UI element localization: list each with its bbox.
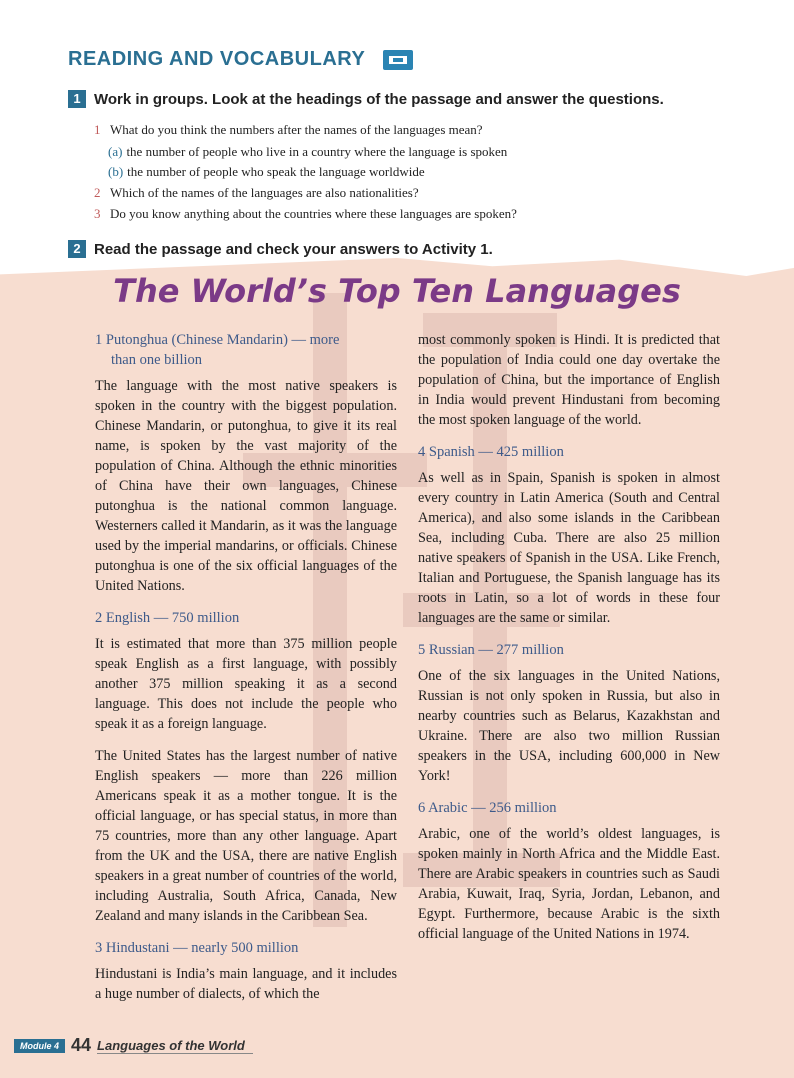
module-tag: Module 4	[14, 1039, 65, 1053]
page-number: 44	[71, 1035, 92, 1055]
section-heading-english: 2 English — 750 million	[95, 610, 240, 626]
paragraph: The language with the most native speakers is spoken in the country with the biggest population. Chinese Mandarin, or putonghua, to give it its real name, is spoken by the vast majority of the population of China. Although the ethnic minorities of China have their own languages, Chinese putonghua is the national common language. Westerners called it Mandarin, as it was the language used by the imperial mandarins, or officials. Chinese putonghua is one of the six official languages of the United Nations.	[95, 378, 397, 594]
paragraph: As well as in Spain, Spanish is spoken in almost every country in Latin America (South and Central America), and also some islands in the Caribbean Sea, including Cuba. There are also 25 million native speakers of Spanish in the USA. Like French, Italian and Portuguese, the Spanish language has its roots in Latin, so a lot of words in these four languages are the same or similar.	[418, 470, 720, 626]
activity-2	[68, 240, 493, 258]
activity-number: 1	[68, 90, 86, 108]
activity-1	[68, 90, 664, 108]
passage-title: The World’s Top Ten Languages	[113, 272, 681, 310]
paragraph: One of the six languages in the United Nations, Russian is not only spoken in Russia, but also in nearby countries such as Belarus, Kazakhstan and Ukraine. There are also two million Russian speakers in the USA, including 600,000 in New York!	[418, 668, 720, 784]
question-1: 1 What do you think the numbers after the names of the languages mean?	[94, 122, 483, 137]
paragraph: The United States has the largest number of native English speakers — more than 226 million Americans speak it as a mother tongue. It is the official language, or has special status, in more than 75 countries, more than any other language. Apart from the UK and the USA, there are native English speakers in a great number of countries of the world, including Australia, South Africa, Canada, New Zealand and many islands in the Caribbean Sea.	[95, 748, 397, 924]
question-3: 3 Do you know anything about the countries where these languages are spoken?	[94, 206, 517, 221]
passage-column-left	[95, 330, 397, 1016]
question-2: 2 Which of the names of the languages are also nationalities?	[94, 185, 419, 200]
paragraph: Hindustani is India’s main language, and it includes a huge number of dialects, of which the	[95, 966, 397, 1002]
section-heading-hindustani: 3 Hindustani — nearly 500 million	[95, 940, 299, 956]
passage-column-right	[418, 330, 720, 956]
footer-title: Languages of the World	[97, 1038, 253, 1054]
activity-number: 2	[68, 240, 86, 258]
paragraph: Arabic, one of the world’s oldest languages, is spoken mainly in North Africa and the Middle East. There are Arabic speakers in countries such as Saudi Arabia, Kuwait, Iraq, Syria, Jordan, Lebanon, and Egypt. Furthermore, because Arabic is the sixth official language of the United Nations in 1974.	[418, 826, 720, 942]
paragraph: most commonly spoken is Hindi. It is predicted that the population of India could one day overtake the population of China, but the importance of English in India would prevent Hindustani from becoming the most spoken language of the world.	[418, 332, 720, 428]
question-1b: (b) the number of people who speak the language worldwide	[108, 164, 425, 179]
section-title: READING AND VOCABULARY	[68, 48, 366, 70]
section-heading-russian: 5 Russian — 277 million	[418, 642, 564, 658]
section-heading-arabic: 6 Arabic — 256 million	[418, 800, 557, 816]
activity-instruction: Work in groups. Look at the headings of the passage and answer the questions.	[94, 90, 664, 108]
activity-instruction: Read the passage and check your answers to Activity 1.	[94, 240, 493, 258]
audio-icon	[383, 50, 413, 70]
paragraph: It is estimated that more than 375 million people speak English as a first language, with possibly another 375 million speaking it as a second language. This does not include the people who speak it as a foreign language.	[95, 636, 397, 732]
section-heading-spanish: 4 Spanish — 425 million	[418, 444, 564, 460]
question-1a: (a) the number of people who live in a country where the language is spoken	[108, 144, 508, 159]
section-heading-putonghua: 1 Putonghua (Chinese Mandarin) — more than one billion	[95, 332, 340, 368]
page-footer	[14, 1035, 253, 1056]
